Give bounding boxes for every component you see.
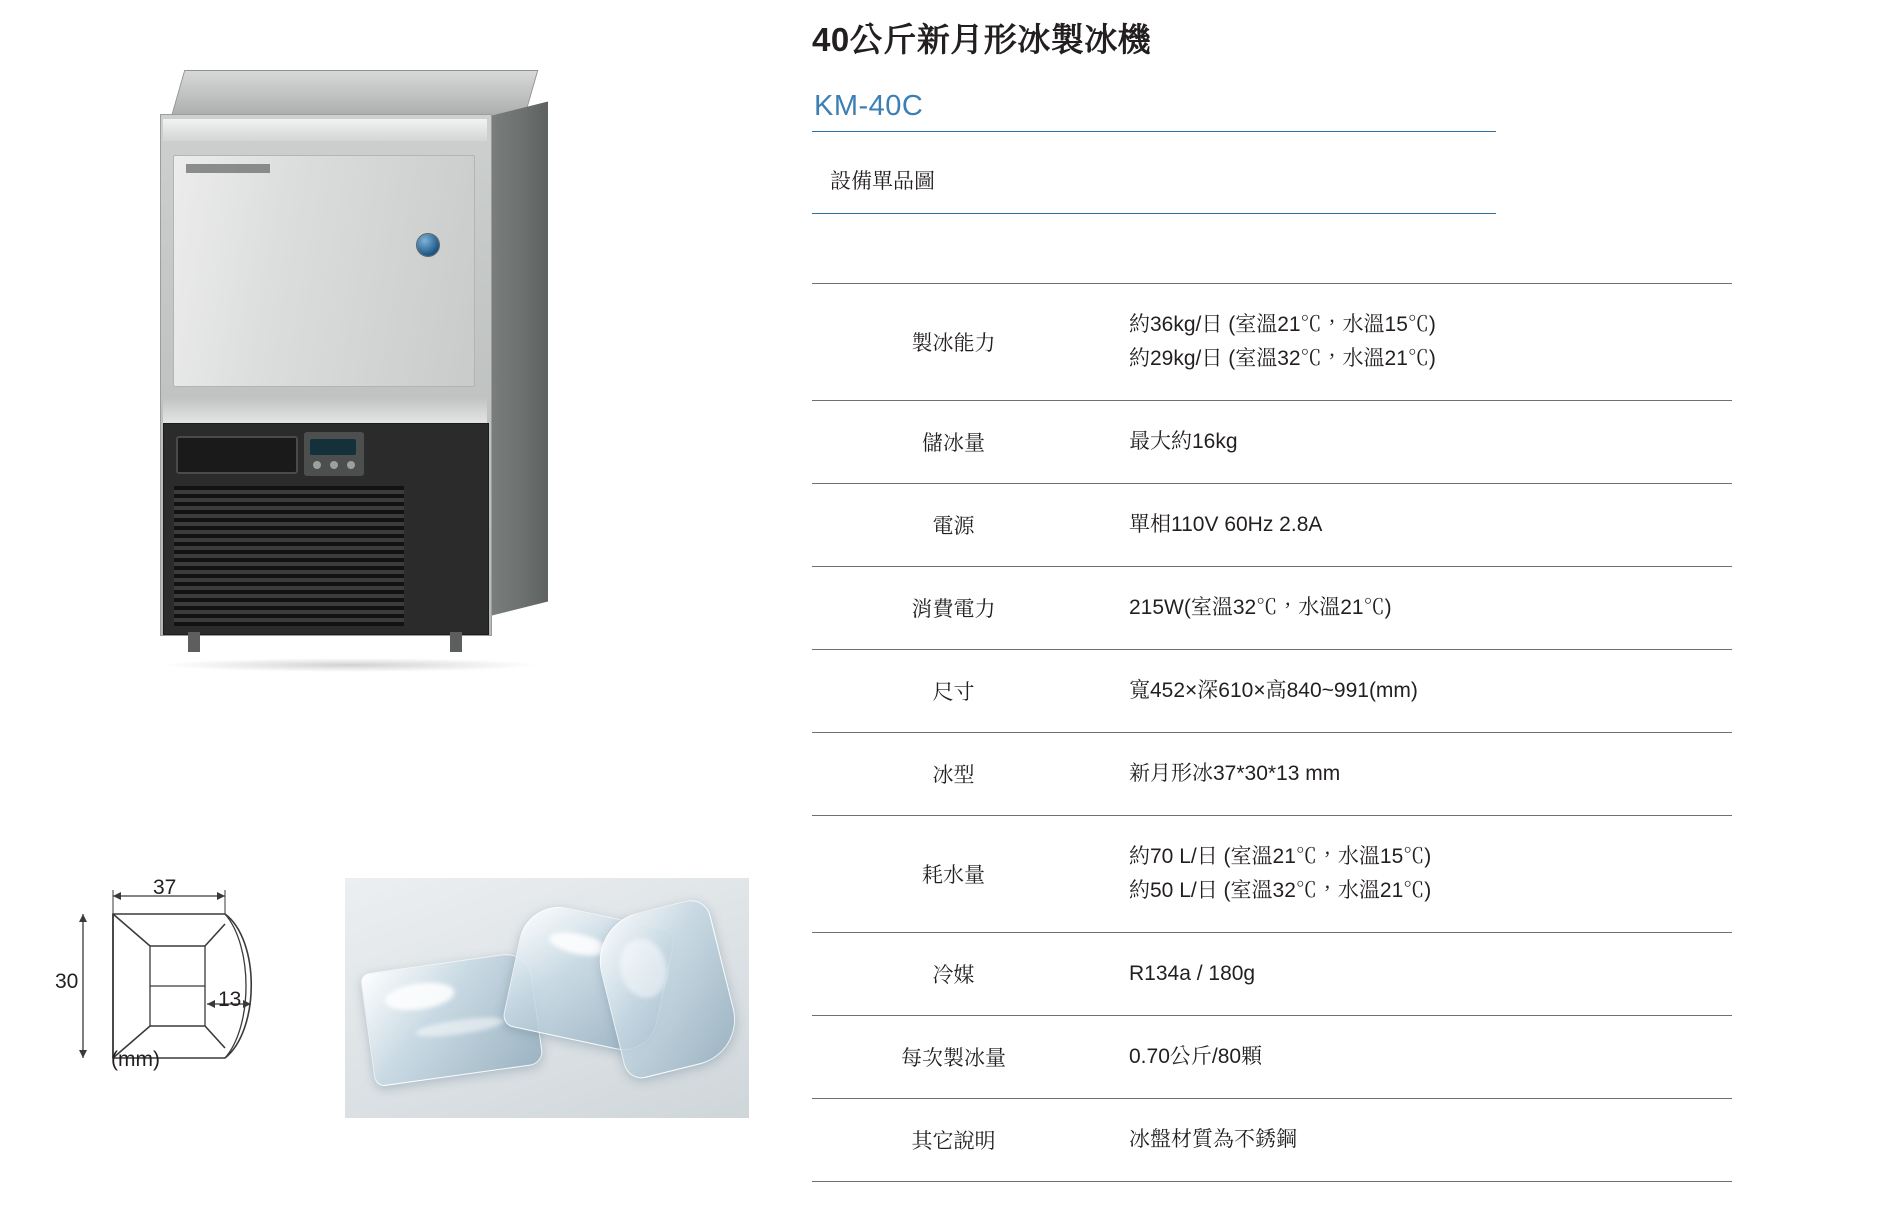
control-panel-button-left [313,461,321,469]
ice-depth-label: 13 [218,988,242,1011]
spec-label: 尺寸 [932,681,975,704]
product-gap [163,397,487,423]
ice-highlight [415,1014,506,1040]
table-row [812,567,1732,650]
dispenser-slot [176,436,298,474]
control-panel-button-mid [330,461,338,469]
brand-badge-icon [417,234,439,256]
table-row [812,650,1732,733]
model-number: KM-40C [814,90,924,122]
control-panel [304,432,364,476]
product-shadow [160,658,540,672]
table-row [812,816,1732,933]
right-column [812,0,1882,1232]
ice-unit-label: (mm) [111,1048,160,1071]
ice-dimension-diagram [55,876,345,1120]
spec-label: 其它說明 [911,1130,996,1153]
spec-value-line: 約50 L/日 (室溫32℃，水溫21℃) [1129,879,1432,902]
table-row [812,1016,1732,1099]
spec-value [1095,816,1732,933]
ice-width-label: 37 [153,876,177,899]
spec-value-line: 新月形冰37*30*13 mm [1129,761,1341,785]
ice-highlight [614,933,673,1002]
table-row [812,284,1732,401]
control-panel-button-right [347,461,355,469]
spec-value-line: 0.70公斤/80顆 [1129,1044,1263,1068]
spec-label: 電源 [932,515,975,538]
spec-value [1095,1016,1732,1099]
spec-label: 儲冰量 [922,432,985,455]
product-foot-right [450,632,462,652]
spec-value-line: 約36kg/日 (室溫21℃，水溫15℃) [1129,312,1436,336]
spec-value-line: 冰盤材質為不銹鋼 [1129,1127,1297,1151]
spec-value [1095,733,1732,816]
table-row [812,484,1732,567]
spec-value-line: 約70 L/日 (室溫21℃，水溫15℃) [1129,844,1432,868]
spec-value [1095,567,1732,650]
spec-value [1095,1099,1732,1182]
brand-logo [186,164,270,173]
spec-label: 每次製冰量 [901,1047,1006,1070]
spec-value [1095,933,1732,1016]
ice-height-label: 30 [55,970,79,993]
table-row [812,933,1732,1016]
page-title: 40公斤新月形冰製冰機 [812,21,1152,58]
spec-value-line: 約29kg/日 (室溫32℃，水溫21℃) [1129,347,1436,370]
left-column [0,0,800,1232]
divider-bottom [812,213,1496,214]
product-lower-unit [163,423,489,635]
spec-value-line: R134a / 180g [1129,961,1256,985]
table-row [812,733,1732,816]
spec-value [1095,401,1732,484]
divider-top [812,131,1496,132]
table-row [812,401,1732,484]
ice-highlight [383,979,456,1014]
spec-label: 消費電力 [911,598,996,621]
spec-value-line: 最大約16kg [1129,429,1238,453]
spec-value [1095,284,1732,401]
ice-cubes-photo [345,878,749,1118]
product-foot-left [188,632,200,652]
spec-value [1095,650,1732,733]
control-panel-display [310,439,356,455]
spec-value [1095,484,1732,567]
ventilation-grille [174,486,404,626]
product-body [160,114,492,636]
product-door [173,155,475,387]
spec-value-line: 寬452×深610×高840~991(mm) [1129,678,1418,702]
spec-value-line: 215W(室溫32℃，水溫21℃) [1129,595,1392,619]
spec-label: 耗水量 [922,864,985,887]
specification-table [812,283,1732,1182]
spec-value-line: 單相110V 60Hz 2.8A [1129,512,1323,536]
product-top-strip [163,119,487,141]
table-row [812,1099,1732,1182]
spec-label: 製冰能力 [911,332,996,355]
spec-label: 冰型 [932,764,975,787]
spec-label: 冷媒 [932,964,975,987]
product-photo [150,70,590,760]
section-subtitle: 設備單品圖 [830,170,935,193]
